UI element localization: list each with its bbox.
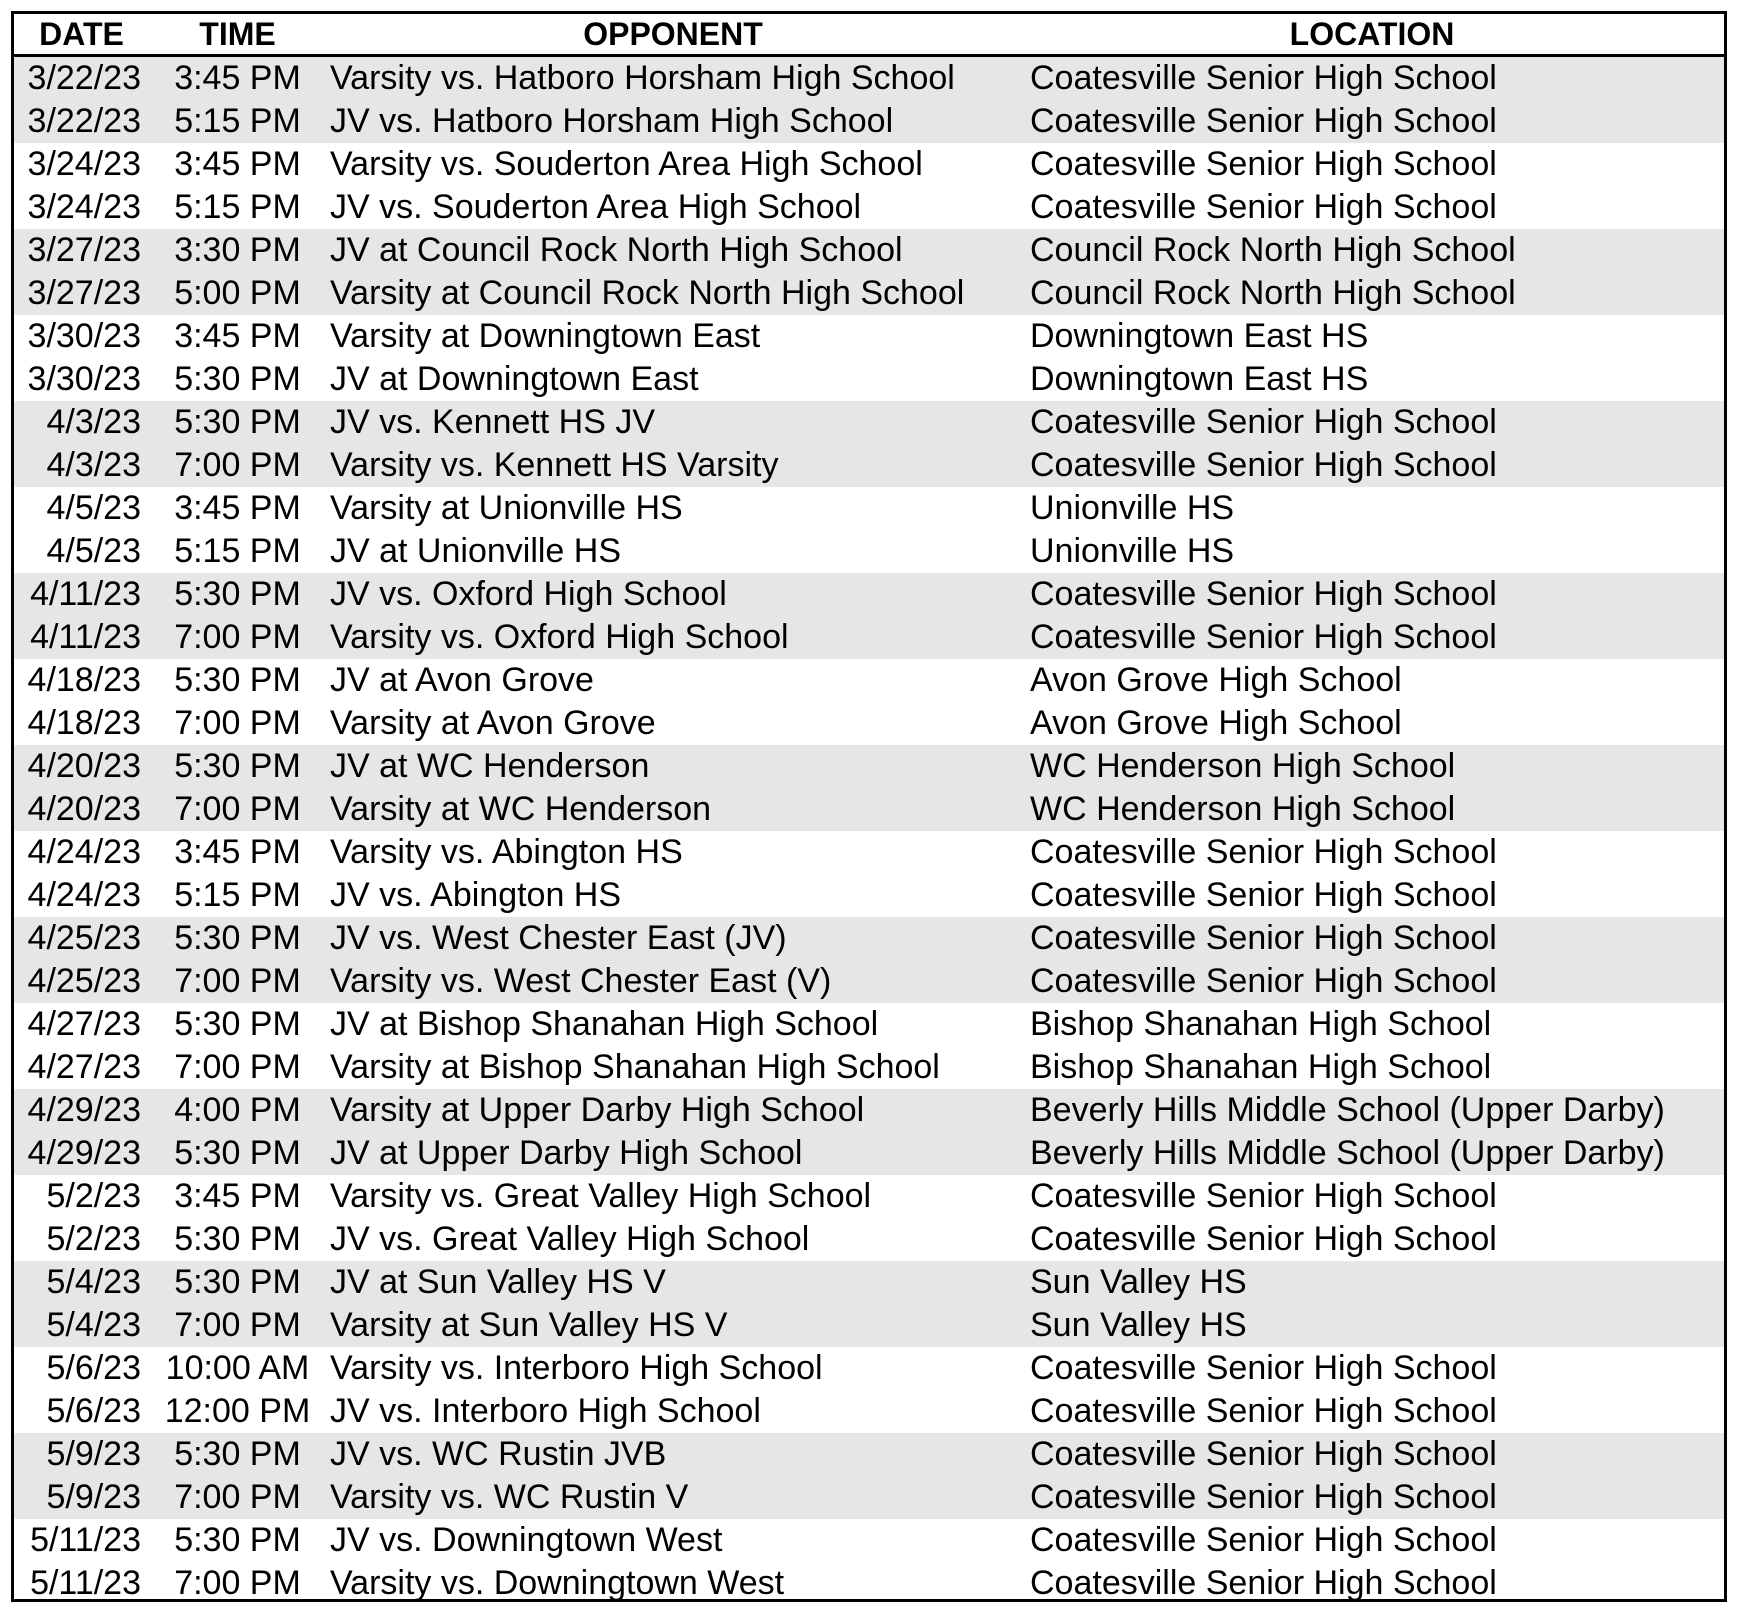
time-cell: 3:45 PM <box>174 833 301 871</box>
location-cell: Coatesville Senior High School <box>1030 1564 1497 1602</box>
date-cell: 4/3/23 <box>14 401 149 444</box>
time-cell: 7:00 PM <box>174 704 301 742</box>
location-cell: Coatesville Senior High School <box>1030 1177 1497 1215</box>
table-row <box>14 358 1724 401</box>
time-cell: 5:30 PM <box>149 1433 326 1476</box>
location-cell: Coatesville Senior High School <box>1030 1220 1497 1258</box>
time-cell: 5:30 PM <box>149 573 326 616</box>
location-cell: Coatesville Senior High School <box>1020 444 1724 487</box>
table-row <box>14 143 1724 186</box>
opponent-cell: Varsity vs. Hatboro Horsham High School <box>326 56 1020 101</box>
time-cell: 7:00 PM <box>149 616 326 659</box>
time-cell: 5:15 PM <box>174 532 301 570</box>
header-row <box>14 14 1724 56</box>
opponent-cell: JV vs. Great Valley High School <box>330 1220 810 1258</box>
date-cell: 5/9/23 <box>14 1476 149 1519</box>
location-cell: Coatesville Senior High School <box>1020 616 1724 659</box>
header-location: LOCATION <box>1020 14 1724 56</box>
table-row <box>14 616 1724 659</box>
location-cell: Bishop Shanahan High School <box>1030 1048 1492 1086</box>
header-time: TIME <box>149 14 326 56</box>
table-row <box>14 1089 1724 1132</box>
date-cell: 4/5/23 <box>46 532 141 570</box>
opponent-cell: Varsity at WC Henderson <box>326 788 1020 831</box>
table-row <box>14 100 1724 143</box>
opponent-cell: Varsity vs. WC Rustin V <box>326 1476 1020 1519</box>
opponent-cell: Varsity vs. Interboro High School <box>330 1349 823 1387</box>
table-row <box>14 960 1724 1003</box>
time-cell: 5:30 PM <box>149 401 326 444</box>
time-cell: 3:45 PM <box>174 145 301 183</box>
date-cell: 4/20/23 <box>14 788 149 831</box>
location-cell: Sun Valley HS <box>1020 1261 1724 1304</box>
location-cell: Coatesville Senior High School <box>1020 1433 1724 1476</box>
opponent-cell: Varsity vs. Souderton Area High School <box>330 145 923 183</box>
time-cell: 3:45 PM <box>174 489 301 527</box>
date-cell: 3/24/23 <box>27 145 141 183</box>
time-cell: 4:00 PM <box>149 1089 326 1132</box>
opponent-cell: Varsity at Unionville HS <box>330 489 683 527</box>
location-cell: Coatesville Senior High School <box>1030 1521 1497 1559</box>
table-row <box>14 874 1724 917</box>
location-cell: Coatesville Senior High School <box>1030 188 1497 226</box>
opponent-cell: Varsity at Downingtown East <box>330 317 761 355</box>
time-cell: 5:30 PM <box>149 745 326 788</box>
location-cell: Coatesville Senior High School <box>1020 917 1724 960</box>
location-cell: Coatesville Senior High School <box>1020 401 1724 444</box>
time-cell: 7:00 PM <box>149 444 326 487</box>
table-row <box>14 1218 1724 1261</box>
table-row <box>14 831 1724 874</box>
date-cell: 5/4/23 <box>14 1304 149 1347</box>
table-row <box>14 56 1724 101</box>
time-cell: 7:00 PM <box>174 1048 301 1086</box>
table-header <box>14 14 1724 56</box>
location-cell: Council Rock North High School <box>1020 229 1724 272</box>
time-cell: 3:30 PM <box>149 229 326 272</box>
table-row <box>14 573 1724 616</box>
table-row <box>14 1476 1724 1519</box>
opponent-cell: JV at Council Rock North High School <box>326 229 1020 272</box>
location-cell: WC Henderson High School <box>1020 788 1724 831</box>
table-row <box>14 1433 1724 1476</box>
time-cell: 3:45 PM <box>149 56 326 101</box>
date-cell: 5/11/23 <box>30 1564 141 1602</box>
opponent-cell: JV vs. Downingtown West <box>330 1521 723 1559</box>
time-cell: 7:00 PM <box>149 960 326 1003</box>
table-row <box>14 745 1724 788</box>
date-cell: 4/25/23 <box>14 917 149 960</box>
schedule-frame <box>11 11 1727 1602</box>
time-cell: 5:30 PM <box>174 1220 301 1258</box>
table-row <box>14 1304 1724 1347</box>
date-cell: 4/3/23 <box>14 444 149 487</box>
location-cell: Coatesville Senior High School <box>1020 56 1724 101</box>
table-row <box>14 1046 1724 1089</box>
opponent-cell: JV vs. Kennett HS JV <box>326 401 1020 444</box>
opponent-cell: JV vs. Oxford High School <box>326 573 1020 616</box>
time-cell: 5:00 PM <box>149 272 326 315</box>
table-row <box>14 229 1724 272</box>
location-cell: Beverly Hills Middle School (Upper Darby) <box>1020 1132 1724 1175</box>
date-cell: 4/27/23 <box>27 1048 141 1086</box>
date-cell: 3/22/23 <box>14 100 149 143</box>
date-cell: 5/11/23 <box>30 1521 141 1559</box>
table-row <box>14 186 1724 229</box>
header-date: DATE <box>14 14 149 56</box>
opponent-cell: JV at Unionville HS <box>330 532 622 570</box>
time-cell: 10:00 AM <box>165 1349 310 1387</box>
opponent-cell: JV vs. Souderton Area High School <box>330 188 862 226</box>
date-cell: 4/24/23 <box>27 876 141 914</box>
location-cell: Unionville HS <box>1030 489 1235 527</box>
location-cell: Coatesville Senior High School <box>1020 573 1724 616</box>
location-cell: Coatesville Senior High School <box>1030 1392 1497 1430</box>
date-cell: 4/18/23 <box>27 704 141 742</box>
opponent-cell: Varsity at Avon Grove <box>330 704 656 742</box>
location-cell: Coatesville Senior High School <box>1030 1349 1497 1387</box>
table-row <box>14 702 1724 745</box>
table-row <box>14 272 1724 315</box>
date-cell: 4/5/23 <box>46 489 141 527</box>
header-opponent: OPPONENT <box>326 14 1020 56</box>
date-cell: 4/11/23 <box>14 573 149 616</box>
opponent-cell: Varsity vs. Oxford High School <box>326 616 1020 659</box>
location-cell: Avon Grove High School <box>1030 704 1402 742</box>
location-cell: WC Henderson High School <box>1020 745 1724 788</box>
location-cell: Avon Grove High School <box>1030 661 1402 699</box>
opponent-cell: Varsity vs. Downingtown West <box>330 1564 785 1602</box>
location-cell: Beverly Hills Middle School (Upper Darby) <box>1020 1089 1724 1132</box>
date-cell: 4/18/23 <box>27 661 141 699</box>
opponent-cell: Varsity vs. Great Valley High School <box>330 1177 872 1215</box>
location-cell: Sun Valley HS <box>1020 1304 1724 1347</box>
location-cell: Coatesville Senior High School <box>1030 876 1497 914</box>
time-cell: 7:00 PM <box>149 1304 326 1347</box>
opponent-cell: Varsity at Sun Valley HS V <box>326 1304 1020 1347</box>
opponent-cell: Varsity vs. West Chester East (V) <box>326 960 1020 1003</box>
date-cell: 5/6/23 <box>46 1349 141 1387</box>
time-cell: 5:30 PM <box>174 1521 301 1559</box>
table-row <box>14 315 1724 358</box>
opponent-cell: Varsity at Upper Darby High School <box>326 1089 1020 1132</box>
time-cell: 3:45 PM <box>174 317 301 355</box>
opponent-cell: JV at Sun Valley HS V <box>326 1261 1020 1304</box>
table-row <box>14 659 1724 702</box>
time-cell: 7:00 PM <box>149 788 326 831</box>
location-cell: Coatesville Senior High School <box>1030 833 1497 871</box>
date-cell: 4/29/23 <box>14 1089 149 1132</box>
date-cell: 3/30/23 <box>27 360 141 398</box>
time-cell: 5:30 PM <box>149 917 326 960</box>
date-cell: 5/2/23 <box>46 1177 141 1215</box>
time-cell: 12:00 PM <box>164 1392 311 1430</box>
date-cell: 4/20/23 <box>14 745 149 788</box>
location-cell: Unionville HS <box>1030 532 1235 570</box>
table-row <box>14 444 1724 487</box>
date-cell: 4/27/23 <box>27 1005 141 1043</box>
table-body <box>14 56 1724 1606</box>
date-cell: 3/27/23 <box>14 272 149 315</box>
date-cell: 4/25/23 <box>14 960 149 1003</box>
table-row <box>14 917 1724 960</box>
opponent-cell: JV at Avon Grove <box>330 661 594 699</box>
table-row <box>14 1519 1724 1562</box>
opponent-cell: JV at Downingtown East <box>330 360 699 398</box>
opponent-cell: JV vs. Abington HS <box>330 876 622 914</box>
time-cell: 5:30 PM <box>174 1005 301 1043</box>
time-cell: 5:15 PM <box>174 188 301 226</box>
location-cell: Downingtown East HS <box>1030 360 1369 398</box>
table-row <box>14 487 1724 530</box>
time-cell: 7:00 PM <box>149 1476 326 1519</box>
opponent-cell: Varsity vs. Abington HS <box>330 833 683 871</box>
date-cell: 5/6/23 <box>46 1392 141 1430</box>
table-row <box>14 401 1724 444</box>
opponent-cell: Varsity at Bishop Shanahan High School <box>330 1048 940 1086</box>
location-cell: Bishop Shanahan High School <box>1030 1005 1492 1043</box>
opponent-cell: JV vs. WC Rustin JVB <box>326 1433 1020 1476</box>
date-cell: 3/22/23 <box>14 56 149 101</box>
opponent-cell: Varsity vs. Kennett HS Varsity <box>326 444 1020 487</box>
table-row <box>14 788 1724 831</box>
location-cell: Coatesville Senior High School <box>1020 960 1724 1003</box>
opponent-cell: JV at Upper Darby High School <box>326 1132 1020 1175</box>
date-cell: 3/24/23 <box>27 188 141 226</box>
table-row <box>14 1347 1724 1390</box>
table-row <box>14 530 1724 573</box>
date-cell: 3/27/23 <box>14 229 149 272</box>
opponent-cell: JV vs. Hatboro Horsham High School <box>326 100 1020 143</box>
date-cell: 4/11/23 <box>14 616 149 659</box>
date-cell: 5/9/23 <box>14 1433 149 1476</box>
time-cell: 5:15 PM <box>149 100 326 143</box>
location-cell: Coatesville Senior High School <box>1030 145 1497 183</box>
date-cell: 3/30/23 <box>27 317 141 355</box>
date-cell: 4/24/23 <box>27 833 141 871</box>
opponent-cell: JV vs. Interboro High School <box>330 1392 761 1430</box>
date-cell: 5/4/23 <box>14 1261 149 1304</box>
time-cell: 3:45 PM <box>174 1177 301 1215</box>
date-cell: 4/29/23 <box>14 1132 149 1175</box>
table-row <box>14 1390 1724 1433</box>
time-cell: 5:30 PM <box>174 661 301 699</box>
location-cell: Coatesville Senior High School <box>1020 100 1724 143</box>
table-row <box>14 1003 1724 1046</box>
location-cell: Coatesville Senior High School <box>1020 1476 1724 1519</box>
table-row <box>14 1175 1724 1218</box>
opponent-cell: JV at WC Henderson <box>326 745 1020 788</box>
opponent-cell: JV at Bishop Shanahan High School <box>330 1005 879 1043</box>
opponent-cell: Varsity at Council Rock North High School <box>326 272 1020 315</box>
time-cell: 7:00 PM <box>174 1564 301 1602</box>
time-cell: 5:30 PM <box>174 360 301 398</box>
schedule-table <box>14 14 1724 1605</box>
table-row <box>14 1132 1724 1175</box>
opponent-cell: JV vs. West Chester East (JV) <box>326 917 1020 960</box>
table-row <box>14 1261 1724 1304</box>
table-row <box>14 1562 1724 1605</box>
time-cell: 5:15 PM <box>174 876 301 914</box>
time-cell: 5:30 PM <box>149 1132 326 1175</box>
location-cell: Council Rock North High School <box>1020 272 1724 315</box>
location-cell: Downingtown East HS <box>1030 317 1369 355</box>
time-cell: 5:30 PM <box>149 1261 326 1304</box>
date-cell: 5/2/23 <box>46 1220 141 1258</box>
